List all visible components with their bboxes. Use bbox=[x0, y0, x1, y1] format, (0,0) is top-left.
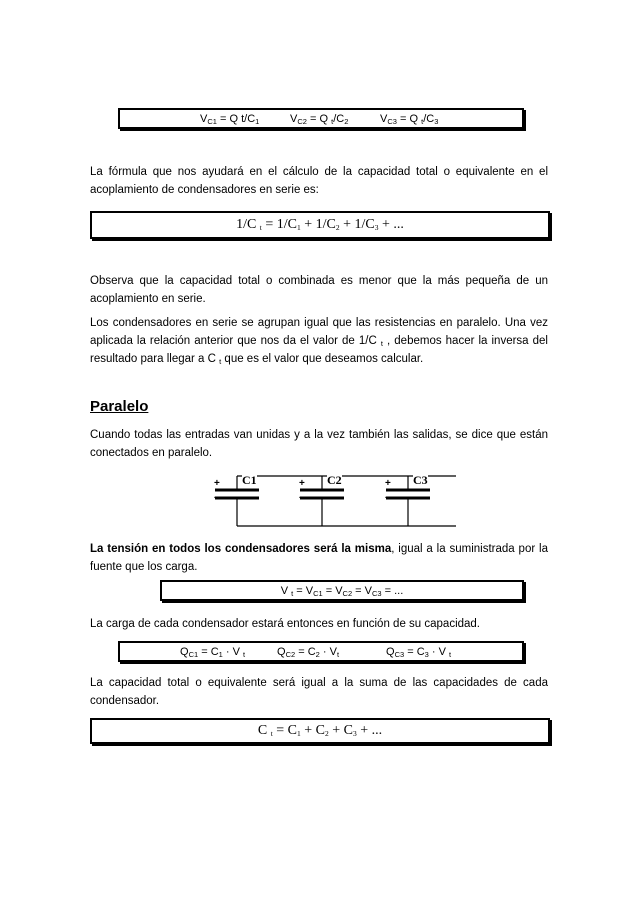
formula-qc2: $Q_{C2} = C_2 \cdot V_t$ bbox=[277, 645, 340, 659]
para-serie-intro: La fórmula que nos ayudará en el cálculo de la capacidad total o equivalente en el acoplamiento de condensadores en serie es: bbox=[90, 166, 548, 196]
minus-sign-c2: - bbox=[299, 492, 303, 503]
capacitor-label-c2: C2 bbox=[327, 473, 342, 487]
para-paralelo-intro: Cuando todas las entradas van unidas y a la vez también las salidas, se dice que están conectados en paralelo. bbox=[90, 429, 548, 459]
plus-sign-c3: + bbox=[385, 478, 391, 489]
plus-sign-c1: + bbox=[214, 478, 220, 489]
formula-box-paralelo-capacidad bbox=[90, 718, 550, 744]
formula-qc3: $Q_{C3} = C_3 \cdot V$ $_t$ bbox=[386, 645, 452, 659]
formula-vc1: $V_{C1} = Q$ $t/C_1$ bbox=[200, 112, 260, 126]
para-agrupan: Los condensadores en serie se agrupan igual que las resistencias en paralelo. Una vez aplicada la relación anterior que nos da el valor de 1/C $_t$ , debemos hacer la inversa del resultado para llegar a C $_t$ que es el valor que deseamos calcular. bbox=[90, 317, 548, 366]
formula-vc2: $V_{C2} = Q$ $_t/C_2$ bbox=[290, 112, 349, 126]
minus-sign-c1: - bbox=[214, 492, 218, 503]
para-tension: La tensión en todos los condensadores será la misma, igual a la suministrada por la fuente que los carga. bbox=[90, 543, 548, 573]
parallel-circuit-diagram bbox=[200, 470, 470, 532]
capacitor-label-c3: C3 bbox=[413, 473, 428, 487]
formula-vc3: $V_{C3} = Q$ $_t/C_3$ bbox=[380, 112, 439, 126]
plus-sign-c2: + bbox=[299, 478, 305, 489]
formula-qc1: $Q_{C1} = C_1 \cdot V$ $_t$ bbox=[180, 645, 246, 659]
formula-tension: V $_t = V_{C1} = V_{C2} = V_{C3}$ = ... bbox=[280, 584, 404, 598]
formula-paralelo-capacidad: C $_t = C_1 + C_2 + C_3$ + ... bbox=[257, 723, 383, 738]
para-capacidad-total: La capacidad total o equivalente será igual a la suma de las capacidades de cada condensador. bbox=[90, 677, 548, 707]
formula-serie-capacidad: 1/C $_t = 1/C_1 + 1/C_2 + 1/C_3$ + ... bbox=[236, 217, 404, 232]
formula-box-serie-capacidad bbox=[90, 211, 550, 239]
capacitor-label-c1: C1 bbox=[242, 473, 257, 487]
formula-box-tension bbox=[160, 580, 524, 601]
para-observa: Observa que la capacidad total o combinada es menor que la más pequeña de un acoplamiento en serie. bbox=[90, 275, 548, 305]
para-carga: La carga de cada condensador estará entonces en función de su capacidad. bbox=[90, 618, 481, 630]
formula-box-serie-voltajes bbox=[118, 108, 524, 129]
minus-sign-c3: - bbox=[385, 492, 389, 503]
formula-box-carga bbox=[118, 641, 524, 662]
heading-paralelo: Paralelo bbox=[90, 398, 149, 415]
